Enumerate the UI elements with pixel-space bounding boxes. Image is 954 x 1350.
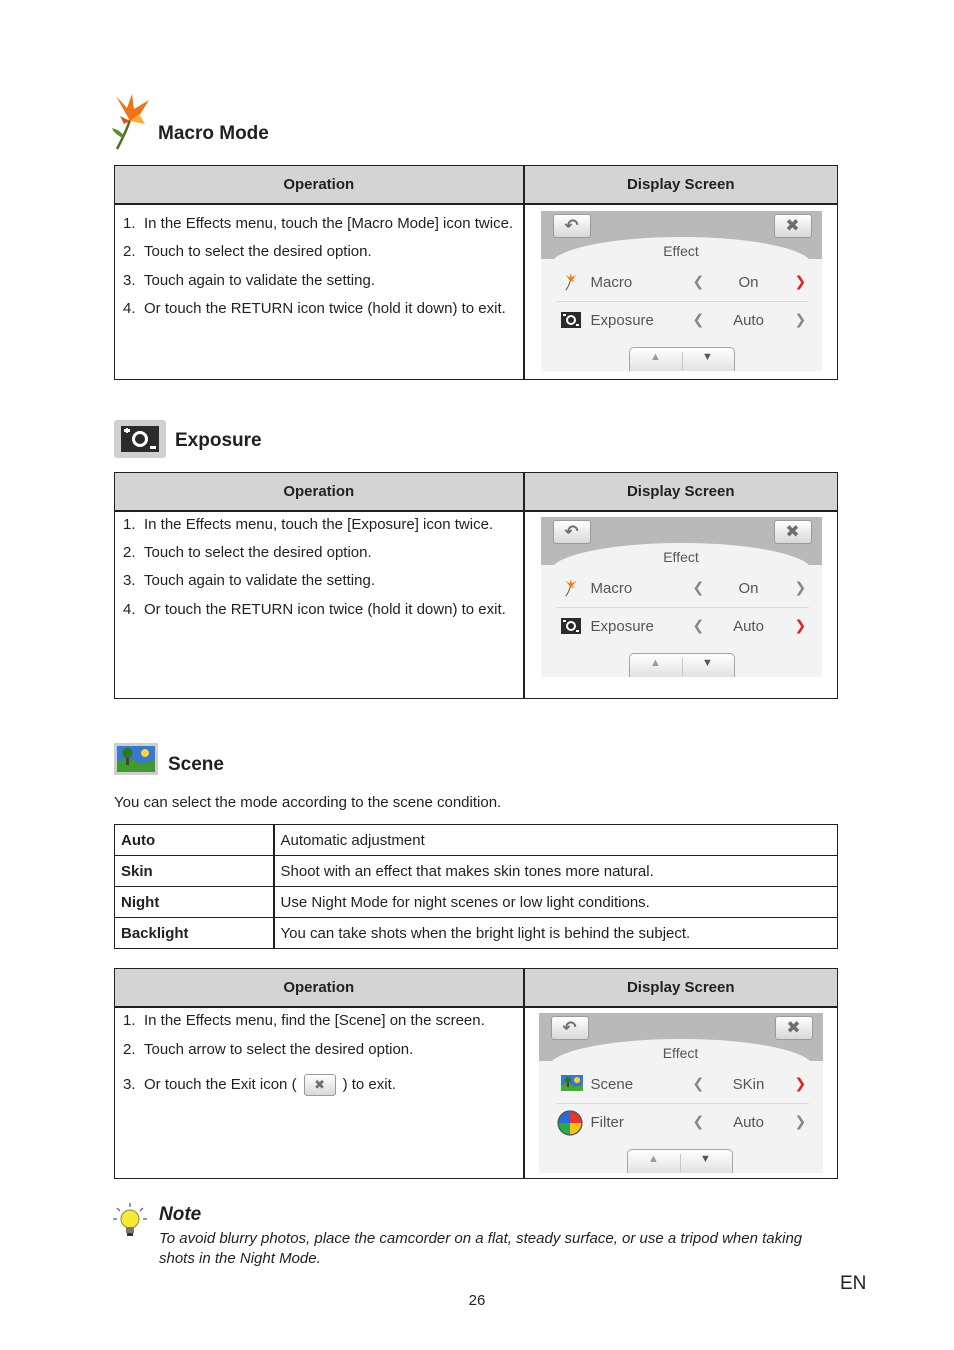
setting-row-exposure[interactable]: Exposure ❮ Auto ❯ <box>557 609 809 645</box>
setting-row-scene[interactable]: Scene ❮ SKin ❯ <box>557 1067 809 1104</box>
screen-title: Effect <box>663 549 699 565</box>
list-item: 3. Or touch the Exit icon ( ✖ ) to exit. <box>123 1073 517 1097</box>
landscape-icon <box>561 1075 583 1091</box>
display-screen-header: Display Screen <box>524 166 838 205</box>
close-icon: ✖ <box>304 1074 336 1096</box>
scroll-buttons[interactable] <box>629 347 735 371</box>
operation-header: Operation <box>115 969 524 1008</box>
chevron-left-icon[interactable]: ❮ <box>692 579 705 595</box>
screen-title: Effect <box>663 243 699 259</box>
operation-steps <box>115 205 523 318</box>
list-item: 2. Touch arrow to select the desired option. <box>123 1041 414 1058</box>
chevron-left-icon[interactable]: ❮ <box>692 273 705 289</box>
display-screen-header: Display Screen <box>524 969 838 1008</box>
lightbulb-icon <box>112 1202 148 1238</box>
chevron-right-icon[interactable]: ❯ <box>794 579 807 595</box>
chevron-down-icon[interactable]: ▼ <box>702 351 713 363</box>
display-screen-header: Display Screen <box>524 473 838 512</box>
scene-modes-table <box>114 824 838 949</box>
scene-intro: You can select the mode according to the scene condition. <box>114 794 502 811</box>
chevron-right-icon[interactable]: ❯ <box>794 617 807 633</box>
landscape-icon <box>114 743 158 775</box>
chevron-left-icon[interactable]: ❮ <box>692 617 705 633</box>
list-item: 1. In the Effects menu, touch the [Macro Mode] icon twice. <box>123 215 514 232</box>
note-text: To avoid blurry photos, place the camcorder on a flat, steady surface, or use a tripod when taking shots in the Night Mode. <box>159 1230 803 1267</box>
setting-row-filter[interactable]: Filter ❮ Auto ❯ <box>557 1105 809 1141</box>
section-title-scene: Scene <box>168 754 224 775</box>
chevron-down-icon[interactable]: ▼ <box>700 1153 711 1165</box>
flower-icon <box>561 273 581 291</box>
list-item: 1. In the Effects menu, touch the [Exposure] icon twice. <box>123 516 494 533</box>
chevron-right-icon[interactable]: ❯ <box>794 311 807 327</box>
scene-operation-table <box>114 968 838 1179</box>
section-title-macro: Macro Mode <box>158 123 269 144</box>
table-row: Night Use Night Mode for night scenes or low light conditions. <box>115 887 838 918</box>
screen-title: Effect <box>662 1045 699 1061</box>
chevron-right-icon[interactable]: ❯ <box>794 1113 807 1129</box>
display-screen-scene <box>539 1013 823 1173</box>
chevron-right-icon[interactable]: ❯ <box>794 273 807 289</box>
color-wheel-icon <box>557 1110 583 1136</box>
note-title: Note <box>159 1204 202 1225</box>
list-item: 4. Or touch the RETURN icon twice (hold it down) to exit. <box>123 300 506 317</box>
setting-row-macro[interactable]: Macro ❮ On ❯ <box>557 571 809 608</box>
display-screen-macro <box>541 211 822 371</box>
display-screen-exposure <box>541 517 822 677</box>
list-item: 1. In the Effects menu, find the [Scene] on the screen. <box>123 1012 485 1029</box>
table-row: Skin Shoot with an effect that makes skin tones more natural. <box>115 856 838 887</box>
chevron-left-icon[interactable]: ❮ <box>692 311 705 327</box>
list-item: 2. Touch to select the desired option. <box>123 243 372 260</box>
scroll-buttons[interactable] <box>629 653 735 677</box>
operation-steps <box>115 512 523 619</box>
exposure-operation-table <box>114 472 838 699</box>
close-icon[interactable]: ✖ <box>775 1016 813 1040</box>
list-item: 3. Touch again to validate the setting. <box>123 572 375 589</box>
operation-header: Operation <box>115 473 524 512</box>
exposure-icon <box>561 311 581 329</box>
list-item: 4. Or touch the RETURN icon twice (hold it down) to exit. <box>123 601 506 618</box>
macro-operation-table <box>114 165 838 380</box>
page-number: 26 <box>468 1292 486 1309</box>
chevron-left-icon[interactable]: ❮ <box>692 1075 705 1091</box>
return-arrow-icon[interactable]: ↶ <box>553 214 591 238</box>
chevron-right-icon[interactable]: ❯ <box>794 1075 807 1091</box>
table-row: Auto Automatic adjustment <box>115 825 838 856</box>
setting-row-macro[interactable]: Macro ❮ On ❯ <box>557 265 809 302</box>
chevron-left-icon[interactable]: ❮ <box>692 1113 705 1129</box>
chevron-down-icon[interactable]: ▼ <box>702 657 713 669</box>
exposure-icon <box>114 420 166 458</box>
operation-steps <box>115 1008 523 1097</box>
flower-icon <box>561 579 581 597</box>
chevron-up-icon[interactable]: ▲ <box>650 657 661 669</box>
section-title-exposure: Exposure <box>175 430 262 451</box>
return-arrow-icon[interactable]: ↶ <box>553 520 591 544</box>
scroll-buttons[interactable] <box>627 1149 733 1173</box>
language-label: EN <box>840 1273 867 1294</box>
close-icon[interactable]: ✖ <box>774 520 812 544</box>
flower-icon <box>110 94 152 150</box>
chevron-up-icon[interactable]: ▲ <box>648 1153 659 1165</box>
list-item: 3. Touch again to validate the setting. <box>123 272 375 289</box>
chevron-up-icon[interactable]: ▲ <box>650 351 661 363</box>
return-arrow-icon[interactable]: ↶ <box>551 1016 589 1040</box>
table-row: Backlight You can take shots when the bright light is behind the subject. <box>115 918 838 949</box>
close-icon[interactable]: ✖ <box>774 214 812 238</box>
exposure-icon <box>561 617 581 635</box>
operation-header: Operation <box>115 166 524 205</box>
setting-row-exposure[interactable]: Exposure ❮ Auto ❯ <box>557 303 809 339</box>
list-item: 2. Touch to select the desired option. <box>123 544 372 561</box>
